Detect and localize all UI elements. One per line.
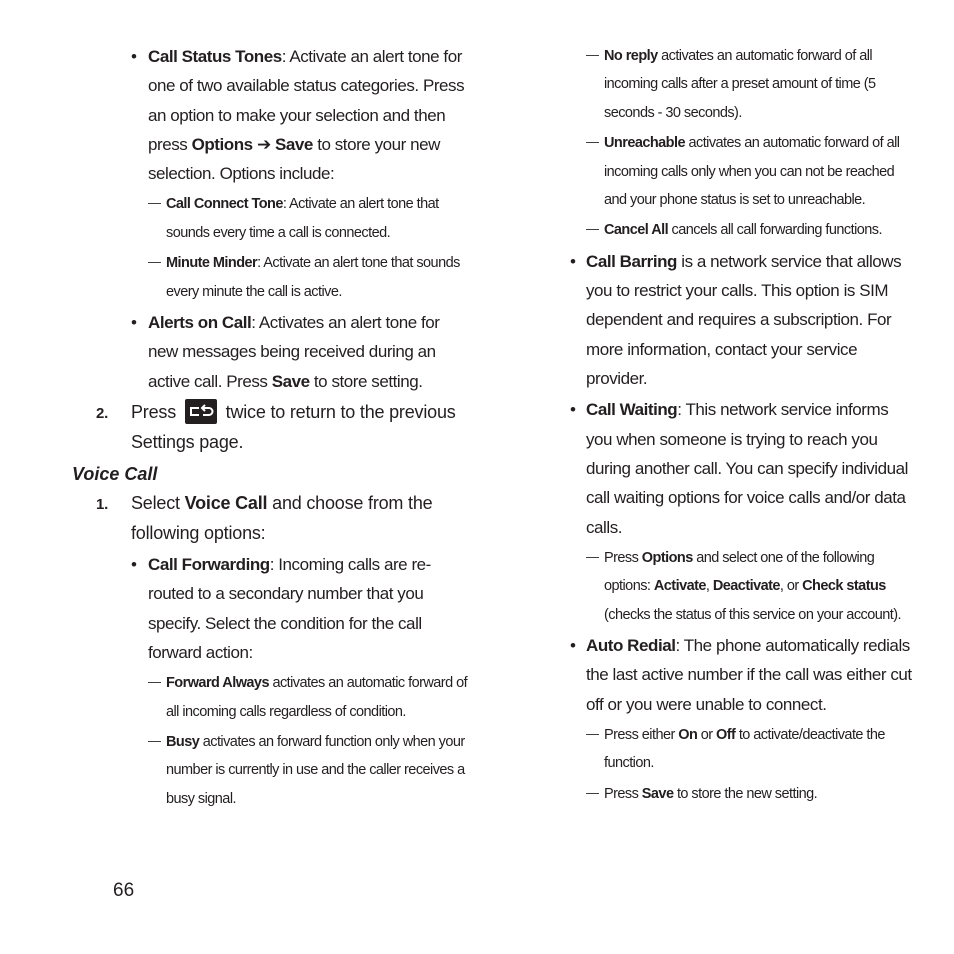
separator: , xyxy=(705,578,713,595)
press-options-text1: Press xyxy=(604,549,642,566)
no-reply-text: activates an automatic forward of all incoming calls after a preset amount of time (5 seconds - 30 seconds). xyxy=(604,48,876,121)
cancel-all-title: Cancel All xyxy=(604,222,669,239)
call-forwarding-item xyxy=(72,550,472,667)
alerts-on-call-text2: to store setting. xyxy=(309,371,423,391)
press-options-item xyxy=(568,544,913,629)
call-status-tones-text2: to store your new selection. Options include: xyxy=(148,134,440,184)
alerts-on-call-text1: : Activates an alert tone for new messages being received during an active call. Press xyxy=(148,313,440,391)
minute-minder-title: Minute Minder xyxy=(166,255,258,272)
deactivate-label: Deactivate xyxy=(712,578,780,595)
on-label: On xyxy=(678,726,698,743)
cancel-all-text: cancels all call forwarding functions. xyxy=(668,222,882,239)
call-status-tones-item xyxy=(72,42,472,188)
call-forwarding-text: : Incoming calls are re-routed to a secondary number that you specify. Select the condition for the call forward action: xyxy=(148,555,431,662)
forward-always-title: Forward Always xyxy=(166,675,269,692)
press-options-text3: (checks the status of this service on your account). xyxy=(604,606,901,623)
step-number: 1. xyxy=(96,496,109,513)
cancel-all-item xyxy=(568,216,913,244)
alerts-on-call-item xyxy=(72,308,472,396)
call-connect-tone-item xyxy=(72,190,472,247)
auto-redial-text: : The phone automatically redials the last active number if the call was either cut off or you were unable to connect. xyxy=(586,636,912,714)
call-connect-tone-title: Call Connect Tone xyxy=(166,196,283,213)
call-barring-item xyxy=(568,247,913,393)
minute-minder-text: : Activate an alert tone that sounds every minute the call is active. xyxy=(166,255,460,300)
press-options-text2: and select one of the following options: xyxy=(604,549,875,595)
call-waiting-text: : This network service informs you when someone is trying to reach you during another call. You can specify individual call waiting options for voice calls and/or data calls. xyxy=(586,400,908,537)
press-on-off-text2: to activate/deactivate the function. xyxy=(604,726,885,772)
save-label: Save xyxy=(275,134,313,154)
separator: , or xyxy=(779,578,803,595)
call-waiting-title: Call Waiting xyxy=(586,400,678,420)
back-key-icon xyxy=(185,399,217,424)
no-reply-item xyxy=(568,42,913,127)
busy-item xyxy=(72,728,472,813)
unreachable-text: activates an automatic forward of all incoming calls only when you can not be reached and your phone status is set to unreachable. xyxy=(604,135,900,209)
voice-call-heading: Voice Call xyxy=(72,464,158,484)
step-2-text1: Press xyxy=(131,402,177,422)
options-label: Options xyxy=(191,134,253,154)
forward-always-item xyxy=(72,669,472,726)
call-connect-tone-text: : Activate an alert tone that sounds every time a call is connected. xyxy=(166,196,439,241)
right-column xyxy=(568,42,913,810)
alerts-on-call-title: Alerts on Call xyxy=(148,313,252,333)
left-column xyxy=(72,42,472,815)
unreachable-item xyxy=(568,129,913,214)
press-on-off-text1: Press either xyxy=(604,726,679,743)
call-waiting-item xyxy=(568,395,913,541)
voice-call-label: Voice Call xyxy=(184,493,268,513)
call-barring-text: is a network service that allows you to restrict your calls. This option is SIM dependent and requires a subscription. For more information, contact your service provider. xyxy=(586,251,902,389)
step-1-text2: and choose from the following options: xyxy=(131,493,433,543)
step-1 xyxy=(72,489,472,548)
minute-minder-item xyxy=(72,249,472,306)
auto-redial-item xyxy=(568,631,913,719)
no-reply-title: No reply xyxy=(604,48,658,64)
unreachable-title: Unreachable xyxy=(604,135,685,152)
call-status-tones-text1: : Activate an alert tone for one of two available status categories. Press an option to make your selection and then press xyxy=(148,47,465,154)
busy-text: activates an forward function only when your number is currently in use and the caller receives a busy signal. xyxy=(166,734,465,807)
press-save-item xyxy=(568,780,913,808)
call-barring-title: Call Barring xyxy=(586,251,677,271)
press-on-off-item xyxy=(568,721,913,778)
step-number: 2. xyxy=(96,405,109,422)
page-number: 66 xyxy=(113,880,135,901)
step-2-text2: twice to return to the previous Settings page. xyxy=(131,402,456,452)
forward-always-text: activates an automatic forward of all incoming calls regardless of condition. xyxy=(166,675,468,720)
auto-redial-title: Auto Redial xyxy=(586,636,676,656)
off-label: Off xyxy=(716,726,736,743)
save-label: Save xyxy=(641,785,674,802)
step-2 xyxy=(72,398,472,457)
call-status-tones-title: Call Status Tones xyxy=(148,47,282,66)
press-save-text2: to store the new setting. xyxy=(673,785,818,802)
press-save-text1: Press xyxy=(604,785,642,802)
activate-label: Activate xyxy=(653,578,706,595)
arrow-icon: ➔ xyxy=(256,134,271,154)
save-label: Save xyxy=(271,371,310,391)
step-1-text1: Select xyxy=(131,493,185,513)
call-forwarding-title: Call Forwarding xyxy=(148,555,270,574)
options-label: Options xyxy=(641,549,693,566)
check-status-label: Check status xyxy=(802,578,886,595)
busy-title: Busy xyxy=(166,734,200,750)
or-text: or xyxy=(697,726,717,743)
